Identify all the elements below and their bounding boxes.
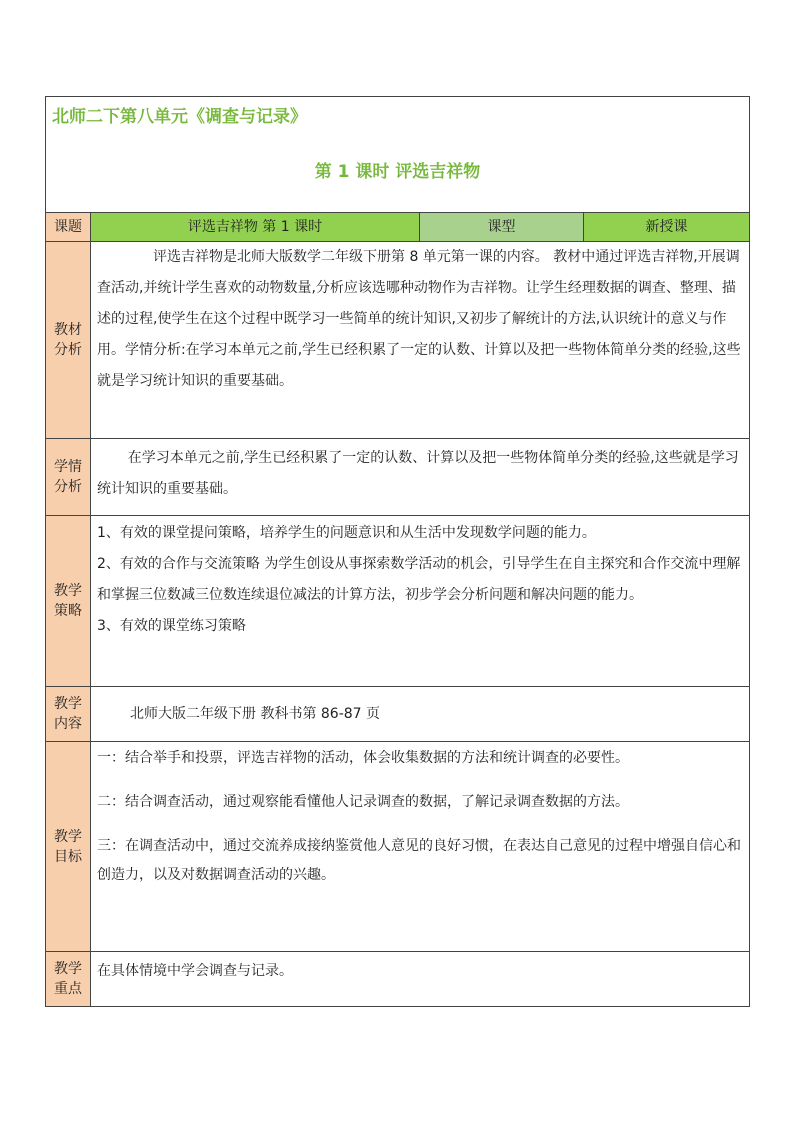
strategy-row: [46, 516, 750, 687]
label-line: 分析: [54, 342, 82, 358]
label-line: 教学: [54, 828, 82, 845]
strategy-item: 2、有效的合作与交流策略 为学生创设从事探索数学活动的机会，引导学生在自主探究和合作交流中理解和掌握三位数减三位数连续退位减法的计算方法，初步学会分析问题和解决问题的能力。: [97, 556, 741, 603]
topic-value: 评选吉祥物 第 1 课时: [91, 213, 420, 242]
paragraph: 评选吉祥物是北师大版数学二年级下册第 8 单元第一课的内容。 教材中通过评选吉祥物,开展调查活动,并统计学生喜欢的动物数量,分析应该选哪种动物作为吉祥物。让学生经理数据的调查、整理、描述的过程,使学生在这个过程中既学习一些简单的统计知识,又初步了解统计的方法,认识统计的意义与作用。学情分析:在学习本单元之前,学生已经积累了一定的认数、计算以及把一些物体简单分类的经验,这些就是学习统计知识的重要基础。: [97, 249, 741, 389]
goals-label: [46, 742, 91, 952]
content-row: [46, 687, 750, 742]
label-line: 策略: [54, 603, 82, 619]
material-analysis-row: [46, 242, 750, 439]
strategy-label: [46, 516, 91, 687]
label-line: 教学: [54, 696, 82, 712]
paragraph: 北师大版二年级下册 教科书第 86-87 页: [130, 705, 381, 722]
goal-item: 一：结合举手和投票，评选吉祥物的活动，体会收集数据的方法和统计调查的必要性。: [97, 750, 629, 766]
student-analysis-row: [46, 439, 750, 516]
info-row: [46, 213, 750, 242]
goal-item: 二：结合调查活动，通过观察能看懂他人记录调查的数据，了解记录调查数据的方法。: [97, 794, 629, 810]
student-analysis-label: [46, 439, 91, 516]
label-line: 重点: [54, 981, 82, 997]
lesson-plan-sheet: [45, 96, 749, 1007]
student-analysis-text: [91, 439, 750, 516]
type-label: 课型: [420, 213, 584, 242]
label-line: 内容: [54, 716, 82, 732]
goals-row: [46, 742, 750, 952]
strategy-item: 1、有效的课堂提问策略，培养学生的问题意识和从生活中发现数学问题的能力。: [97, 525, 596, 541]
strategy-text: [91, 516, 750, 687]
label-line: 目标: [54, 848, 82, 865]
label-line: 教学: [54, 583, 82, 599]
header-cell: [46, 97, 750, 213]
label-line: 教学: [54, 961, 82, 977]
paragraph: 在具体情境中学会调查与记录。: [97, 963, 293, 979]
lesson-plan-table: [45, 96, 750, 1007]
paragraph: 在学习本单元之前,学生已经积累了一定的认数、计算以及把一些物体简单分类的经验,这些就是学习统计知识的重要基础。: [97, 450, 739, 497]
label-line: 分析: [54, 479, 82, 495]
strategy-item: 3、有效的课堂练习策略: [97, 618, 246, 634]
material-analysis-text: [91, 242, 750, 439]
topic-label: 课题: [46, 213, 91, 242]
label-line: 学情: [54, 459, 82, 475]
type-value: 新授课: [584, 213, 750, 242]
content-label: [46, 687, 91, 742]
label-line: 教材: [54, 322, 82, 338]
unit-title: 北师二下第八单元《调查与记录》: [52, 107, 307, 127]
key-points-row: [46, 952, 750, 1007]
goal-item: 三：在调查活动中，通过交流养成接纳鉴赏他人意见的良好习惯，在表达自己意见的过程中增强自信心和创造力，以及对数据调查活动的兴趣。: [97, 838, 741, 883]
header-row: [46, 97, 750, 213]
material-analysis-label: [46, 242, 91, 439]
lesson-title: 第 1 课时 评选吉祥物: [314, 162, 481, 182]
content-text: [91, 687, 750, 742]
key-points-text: [91, 952, 750, 1007]
goals-text: [91, 742, 750, 952]
key-points-label: [46, 952, 91, 1007]
